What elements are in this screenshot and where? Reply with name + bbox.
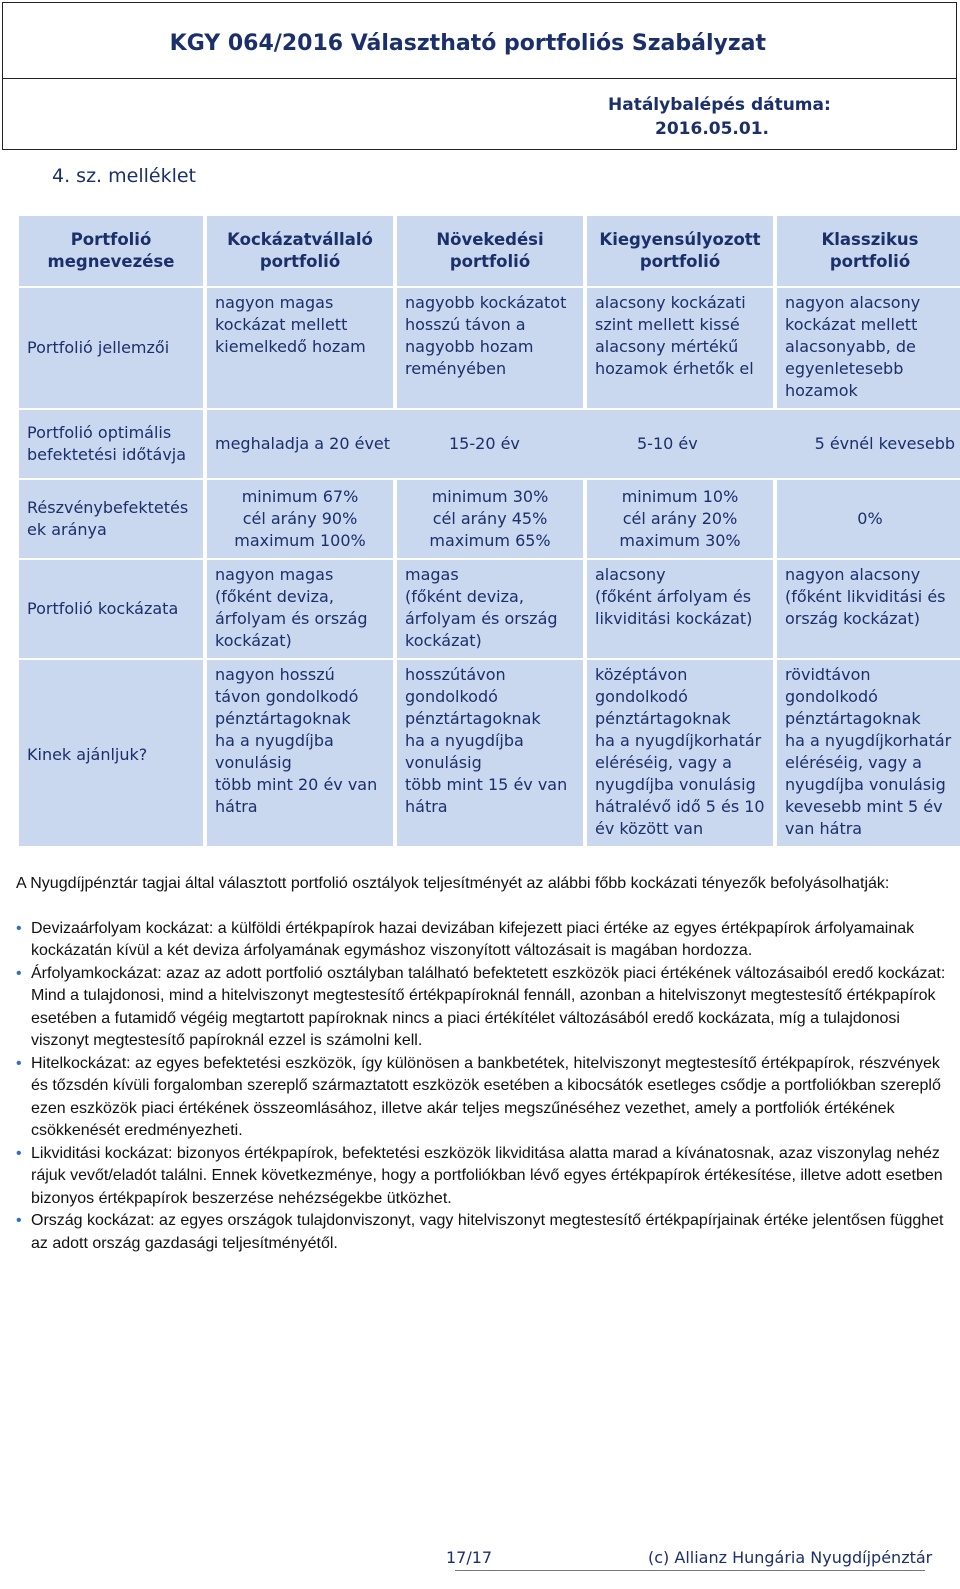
table-cell: alacsony (főként árfolyam és likviditási kockázat): [587, 560, 773, 658]
bullet-icon: •: [16, 1054, 22, 1072]
table-cell: minimum 67% cél arány 90% maximum 100%: [207, 480, 393, 558]
risk-list: [16, 918, 946, 1256]
page-number: 17/17: [446, 1548, 493, 1567]
table-cell: minimum 30% cél arány 45% maximum 65%: [397, 480, 583, 558]
list-item-text: Árfolyamkockázat: azaz az adott portfolió osztályban található befektetett eszközök piaci értékének változásaiból eredő kockázat: Mind a tulajdonosi, mind a hitelviszonyt megtestesítő értékpapíroknál fennáll, azonban a hitelviszonyt megtestesítő értékpapírok esetében a futamidő végéig megtartott papíroknak nincs a piaci értékítélet változásából eredő kockázata, míg a tulajdonosi viszonyt megtestesítő papíroknál ezzel is számolni kell.: [31, 964, 946, 1049]
time-horizon-value: 5-10 év: [637, 434, 698, 453]
row-label: Részvénybefektetés ek aránya: [19, 480, 203, 558]
page-footer: [0, 1548, 960, 1572]
table-cell: hosszútávon gondolkodó pénztártagoknak ha a nyugdíjba vonulásig több mint 15 év van hátra: [397, 660, 583, 846]
list-item-text: Likviditási kockázat: bizonyos értékpapírok, befektetési eszközök likviditása alatta marad a kívánatosnak, azaz viszonylag nehéz rájuk vevőt/eladót találni. Ennek következménye, hogy a portfoliókban lévő egyes értékpapírok értékesítése, illetve adott esetben bizonyos értékpapírok beszerzése nehézségekbe ütközhet.: [31, 1144, 943, 1207]
table-cell: nagyon magas kockázat mellett kiemelkedő hozam: [207, 288, 393, 408]
table-cell: 0%: [777, 480, 960, 558]
table-row: [19, 288, 960, 408]
risk-factors-section: [16, 873, 946, 1255]
effective-date-value: 2016.05.01.: [655, 119, 770, 139]
time-horizon-value: 5 évnél kevesebb: [814, 434, 955, 453]
list-item: [16, 1053, 946, 1143]
time-horizon-cell: [207, 410, 960, 478]
time-horizon-value: meghaladja a 20 évet: [215, 434, 391, 453]
table-row: [19, 410, 960, 478]
portfolio-table: [15, 214, 960, 848]
table-cell: nagyobb kockázatot hosszú távon a nagyobb hozam reményében: [397, 288, 583, 408]
column-header: Növekedési portfolió: [397, 216, 583, 286]
table-row: [19, 480, 960, 558]
copyright: (c) Allianz Hungária Nyugdíjpénztár: [648, 1548, 933, 1567]
table-cell: nagyon alacsony (főként likviditási és ország kockázat): [777, 560, 960, 658]
list-item: [16, 963, 946, 1053]
bullet-icon: •: [16, 964, 22, 982]
table-cell: rövidtávon gondolkodó pénztártagoknak ha a nyugdíjkorhatár eléréséig, vagy a nyugdíjba vonulásig kevesebb mint 5 év van hátra: [777, 660, 960, 846]
column-header: Klasszikus portfolió: [777, 216, 960, 286]
bullet-icon: •: [16, 1144, 22, 1162]
table-row: [19, 660, 960, 846]
list-item-text: Devizaárfolyam kockázat: a külföldi értékpapírok hazai devizában kifejezett piaci értéke az egyes értékpapírok árfolyamainak kockázatán kívül a két deviza árfolyamának egymáshoz viszonyított változásait is magában hordozza.: [31, 919, 915, 959]
document-header: [2, 2, 957, 150]
row-label: Portfolió jellemzői: [19, 288, 203, 408]
annex-label: 4. sz. melléklet: [52, 165, 196, 187]
table-header-row: [19, 216, 960, 286]
table-cell: magas (főként deviza, árfolyam és ország kockázat): [397, 560, 583, 658]
list-item: [16, 1210, 946, 1255]
list-item-text: Ország kockázat: az egyes országok tulajdonviszonyt, vagy hitelviszonyt megtestesítő értékpapírjainak értéke jelentősen függhet az adott ország gazdasági teljesítményétől.: [31, 1212, 944, 1252]
table-row: [19, 560, 960, 658]
row-label: Kinek ajánljuk?: [19, 660, 203, 846]
table-cell: nagyon alacsony kockázat mellett alacsonyabb, de egyenletesebb hozamok: [777, 288, 960, 408]
row-label: Portfolió kockázata: [19, 560, 203, 658]
list-item-text: Hitelkockázat: az egyes befektetési eszközök, így különösen a bankbetétek, hitelviszonyt megtestesítő értékpapírok, részvények és tőzsdén kívüli forgalomban szereplő származtatott eszközök esetében a kibocsátók esetleges csődje a portfoliókban szereplő ezen eszközök piaci értékének összeomlásához, illetve akár teljes megszűnéséhez vezethet, amely a portfoliók értékének csökkenését eredményezheti.: [31, 1054, 941, 1139]
table-cell: alacsony kockázati szint mellett kissé alacsony mértékű hozamok érhetők el: [587, 288, 773, 408]
table-cell: nagyon hosszú távon gondolkodó pénztártagoknak ha a nyugdíjba vonulásig több mint 20 év van hátra: [207, 660, 393, 846]
list-item: [16, 1143, 946, 1211]
header-title-row: [3, 3, 956, 79]
intro-paragraph: A Nyugdíjpénztár tagjai által választott portfolió osztályok teljesítményét az alábbi főbb kockázati tényezők befolyásolhatják:: [16, 875, 890, 892]
table-cell: minimum 10% cél arány 20% maximum 30%: [587, 480, 773, 558]
document-title: KGY 064/2016 Választható portfoliós Szabályzat: [169, 31, 766, 56]
column-header: Kockázatvállaló portfolió: [207, 216, 393, 286]
bullet-icon: •: [16, 919, 22, 937]
list-item: [16, 918, 946, 963]
column-header: Portfolió megnevezése: [19, 216, 203, 286]
footer-divider: [455, 1570, 925, 1571]
row-label: Portfolió optimális befektetési időtávja: [19, 410, 203, 478]
table-cell: nagyon magas (főként deviza, árfolyam és ország kockázat): [207, 560, 393, 658]
bullet-icon: •: [16, 1212, 22, 1229]
column-header: Kiegyensúlyozott portfolió: [587, 216, 773, 286]
effective-date-label: Hatálybalépés dátuma:: [608, 95, 831, 115]
time-horizon-value: 15-20 év: [449, 434, 520, 453]
table-cell: középtávon gondolkodó pénztártagoknak ha a nyugdíjkorhatár eléréséig, vagy a nyugdíjba vonulásig hátralévő idő 5 és 10 év között van: [587, 660, 773, 846]
